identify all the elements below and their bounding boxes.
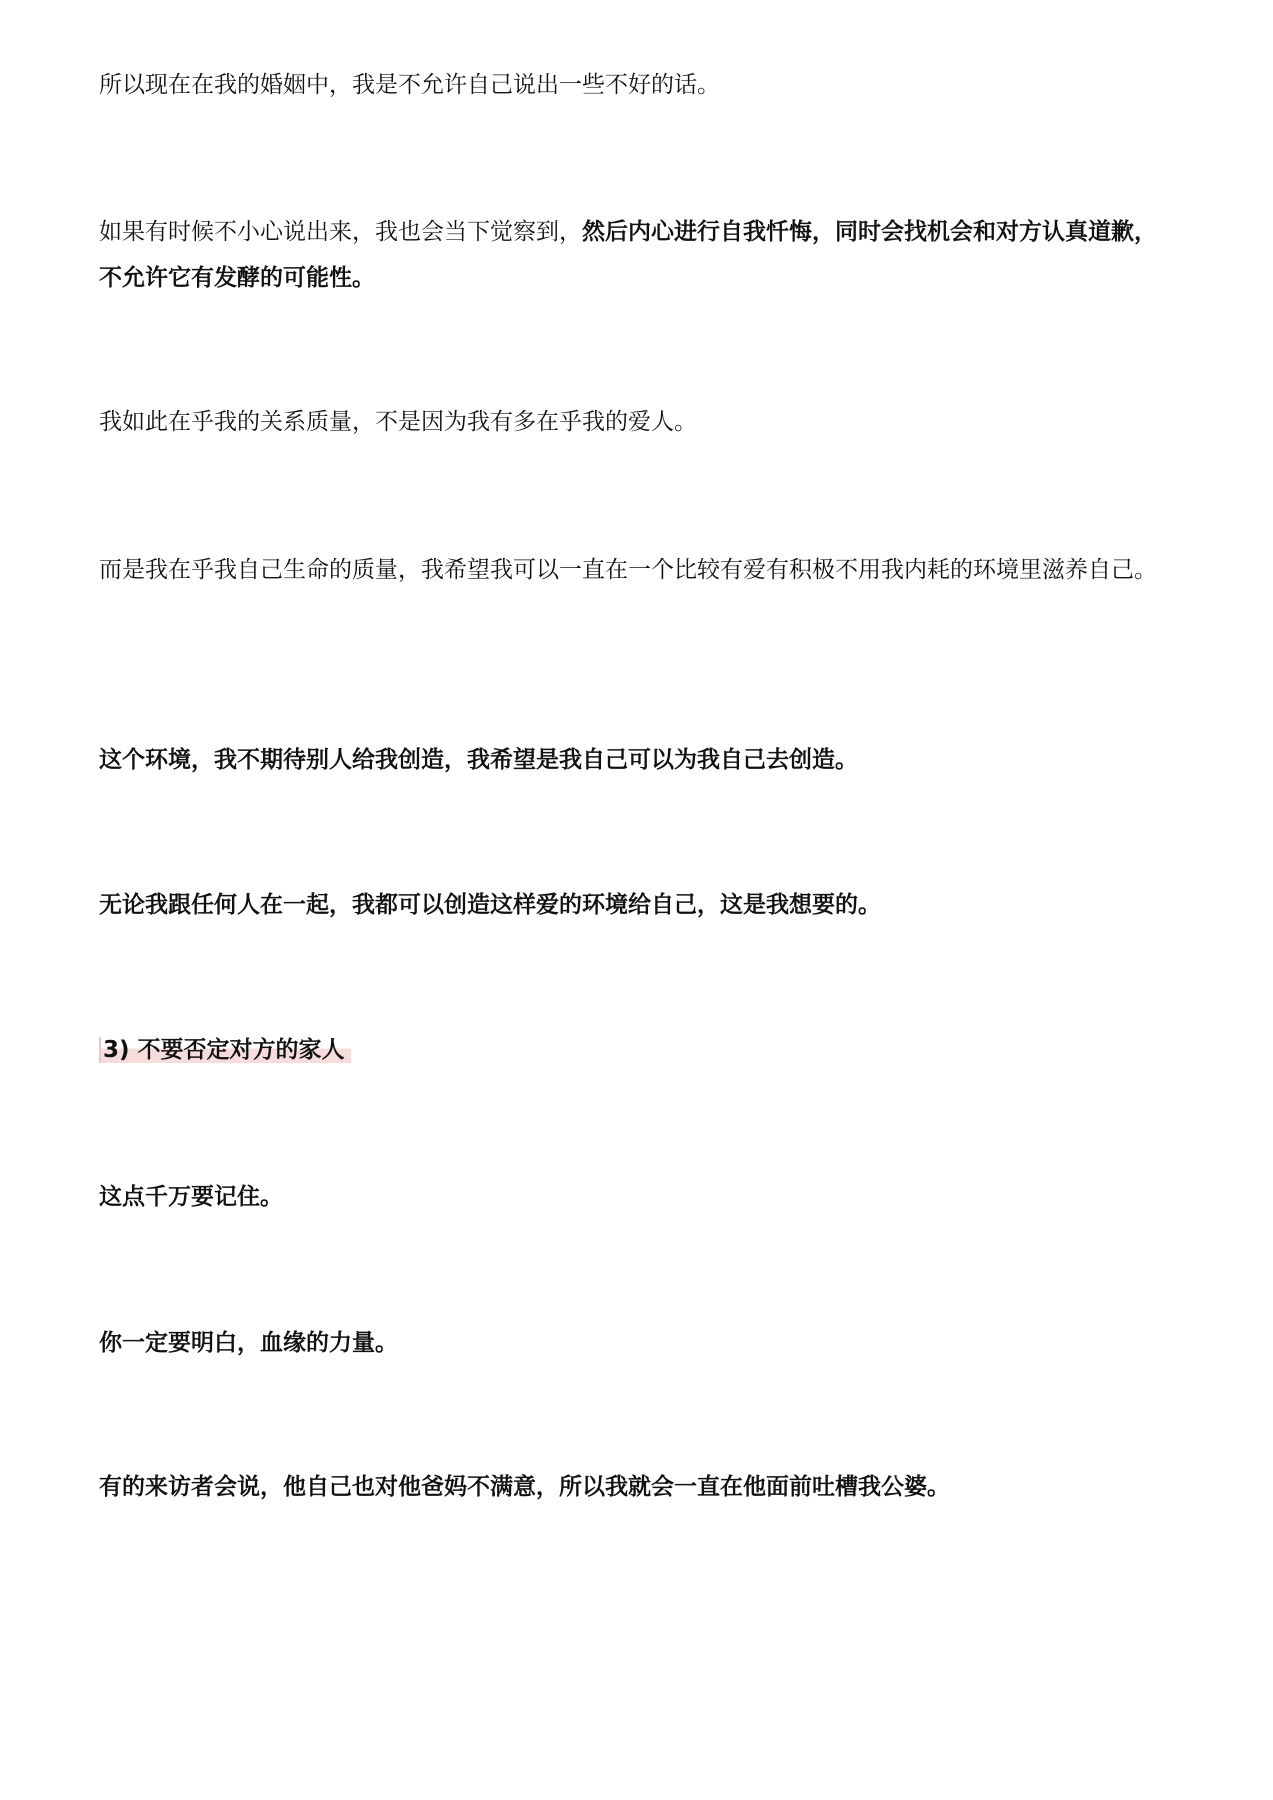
paragraph-8: [99, 1320, 1179, 1366]
paragraph-2-text-bold: 然后内心进行自我忏悔，同时会找机会和对方认真道歉，不允许它有发酵的可能性。: [99, 219, 1157, 291]
section-heading: [99, 1027, 351, 1073]
paragraph-5: [99, 737, 1179, 783]
paragraph-4: [99, 547, 1179, 593]
paragraph-8-text: 你一定要明白，血缘的力量。: [99, 1330, 398, 1356]
paragraph-1-text: 所以现在在我的婚姻中，我是不允许自己说出一些不好的话。: [99, 72, 720, 98]
paragraph-1: [99, 62, 1179, 108]
section-heading-highlight: 3) 不要否定对方的家人: [99, 1037, 351, 1063]
paragraph-5-text: 这个环境，我不期待别人给我创造，我希望是我自己可以为我自己去创造。: [99, 747, 858, 773]
paragraph-2-text-normal: 如果有时候不小心说出来，我也会当下觉察到，: [99, 219, 582, 245]
paragraph-7-text: 这点千万要记住。: [99, 1184, 283, 1210]
paragraph-3: [99, 399, 1179, 445]
paragraph-2: [99, 209, 1179, 301]
paragraph-4-text: 而是我在乎我自己生命的质量，我希望我可以一直在一个比较有爱有积极不用我内耗的环境里滋养自己。: [99, 557, 1157, 583]
paragraph-7: [99, 1174, 1179, 1220]
paragraph-6: [99, 882, 1179, 928]
paragraph-9-text: 有的来访者会说，他自己也对他爸妈不满意，所以我就会一直在他面前吐槽我公婆。: [99, 1474, 950, 1500]
paragraph-3-text: 我如此在乎我的关系质量，不是因为我有多在乎我的爱人。: [99, 409, 697, 435]
paragraph-9: [99, 1464, 1179, 1510]
paragraph-6-text: 无论我跟任何人在一起，我都可以创造这样爱的环境给自己，这是我想要的。: [99, 892, 881, 918]
